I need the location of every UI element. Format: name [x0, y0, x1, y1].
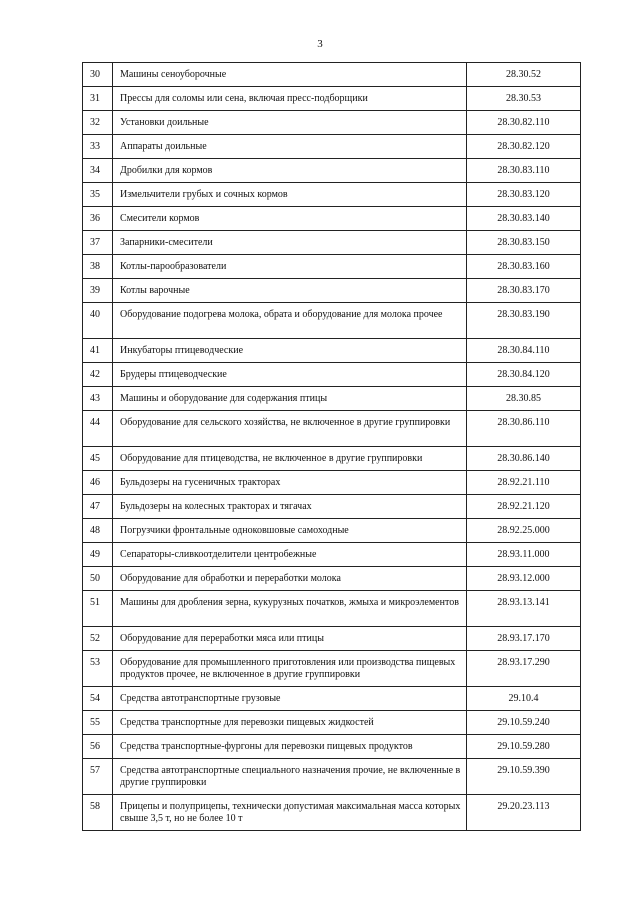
- okpd-code: 29.10.59.390: [467, 759, 581, 795]
- okpd-code: 28.92.21.110: [467, 471, 581, 495]
- table-row: [83, 471, 581, 495]
- table-row: [83, 591, 581, 627]
- equipment-name: Средства транспортные для перевозки пищевых жидкостей: [113, 711, 467, 735]
- equipment-name: Машины и оборудование для содержания птицы: [113, 387, 467, 411]
- okpd-code: 28.30.83.140: [467, 207, 581, 231]
- equipment-name: Дробилки для кормов: [113, 159, 467, 183]
- okpd-code: 28.30.86.140: [467, 447, 581, 471]
- row-number: 54: [83, 687, 113, 711]
- row-number: 44: [83, 411, 113, 447]
- row-number: 32: [83, 111, 113, 135]
- equipment-name: Аппараты доильные: [113, 135, 467, 159]
- page-number: 3: [317, 38, 323, 50]
- equipment-name: Средства транспортные-фургоны для перевозки пищевых продуктов: [113, 735, 467, 759]
- row-number: 55: [83, 711, 113, 735]
- equipment-code-table: [82, 62, 581, 831]
- table-row: [83, 183, 581, 207]
- okpd-code: 28.30.83.150: [467, 231, 581, 255]
- table-row: [83, 63, 581, 87]
- table-row: [83, 363, 581, 387]
- okpd-code: 28.30.83.190: [467, 303, 581, 339]
- okpd-code: 28.30.84.110: [467, 339, 581, 363]
- table-body: [83, 63, 581, 831]
- okpd-code: 28.30.83.170: [467, 279, 581, 303]
- equipment-name: Машины сеноуборочные: [113, 63, 467, 87]
- equipment-name: Смесители кормов: [113, 207, 467, 231]
- row-number: 58: [83, 795, 113, 831]
- okpd-code: 28.30.84.120: [467, 363, 581, 387]
- okpd-code: 28.93.12.000: [467, 567, 581, 591]
- row-number: 31: [83, 87, 113, 111]
- table-row: [83, 87, 581, 111]
- equipment-name: Оборудование для переработки мяса или птицы: [113, 627, 467, 651]
- okpd-code: 28.30.83.110: [467, 159, 581, 183]
- equipment-name: Сепараторы-сливкоотделители центробежные: [113, 543, 467, 567]
- table-row: [83, 159, 581, 183]
- okpd-code: 29.20.23.113: [467, 795, 581, 831]
- table-row: [83, 387, 581, 411]
- table-row: [83, 255, 581, 279]
- okpd-code: 28.30.82.110: [467, 111, 581, 135]
- table-row: [83, 279, 581, 303]
- row-number: 52: [83, 627, 113, 651]
- table-row: [83, 711, 581, 735]
- equipment-name: Установки доильные: [113, 111, 467, 135]
- equipment-name: Запарники-смесители: [113, 231, 467, 255]
- equipment-name: Средства автотранспортные специального назначения прочие, не включенные в другие группировки: [113, 759, 467, 795]
- row-number: 42: [83, 363, 113, 387]
- row-number: 34: [83, 159, 113, 183]
- okpd-code: 29.10.4: [467, 687, 581, 711]
- equipment-name: Брудеры птицеводческие: [113, 363, 467, 387]
- table-row: [83, 627, 581, 651]
- row-number: 39: [83, 279, 113, 303]
- table-row: [83, 519, 581, 543]
- equipment-name: Котлы варочные: [113, 279, 467, 303]
- equipment-name: Оборудование для промышленного приготовления или производства пищевых продуктов прочее, не включенное в другие группировки: [113, 651, 467, 687]
- row-number: 49: [83, 543, 113, 567]
- equipment-name: Котлы-парообразователи: [113, 255, 467, 279]
- row-number: 45: [83, 447, 113, 471]
- table-row: [83, 411, 581, 447]
- equipment-name: Средства автотранспортные грузовые: [113, 687, 467, 711]
- equipment-name: Оборудование для сельского хозяйства, не включенное в другие группировки: [113, 411, 467, 447]
- row-number: 53: [83, 651, 113, 687]
- table-row: [83, 135, 581, 159]
- okpd-code: 28.93.17.290: [467, 651, 581, 687]
- row-number: 47: [83, 495, 113, 519]
- row-number: 33: [83, 135, 113, 159]
- okpd-code: 28.93.13.141: [467, 591, 581, 627]
- okpd-code: 28.30.52: [467, 63, 581, 87]
- okpd-code: 28.92.25.000: [467, 519, 581, 543]
- equipment-name: Машины для дробления зерна, кукурузных початков, жмыха и микроэлементов: [113, 591, 467, 627]
- row-number: 30: [83, 63, 113, 87]
- row-number: 40: [83, 303, 113, 339]
- table-row: [83, 207, 581, 231]
- equipment-name: Оборудование подогрева молока, обрата и оборудование для молока прочее: [113, 303, 467, 339]
- table-row: [83, 795, 581, 831]
- table-row: [83, 231, 581, 255]
- okpd-code: 29.10.59.280: [467, 735, 581, 759]
- row-number: 56: [83, 735, 113, 759]
- okpd-code: 28.30.86.110: [467, 411, 581, 447]
- equipment-name: Прессы для соломы или сена, включая пресс-подборщики: [113, 87, 467, 111]
- row-number: 38: [83, 255, 113, 279]
- okpd-code: 28.92.21.120: [467, 495, 581, 519]
- row-number: 37: [83, 231, 113, 255]
- okpd-code: 29.10.59.240: [467, 711, 581, 735]
- row-number: 46: [83, 471, 113, 495]
- equipment-name: Инкубаторы птицеводческие: [113, 339, 467, 363]
- table-row: [83, 735, 581, 759]
- table-row: [83, 447, 581, 471]
- equipment-name: Оборудование для обработки и переработки молока: [113, 567, 467, 591]
- equipment-name: Прицепы и полуприцепы, технически допустимая максимальная масса которых свыше 3,5 т, но не более 10 т: [113, 795, 467, 831]
- table-row: [83, 543, 581, 567]
- row-number: 57: [83, 759, 113, 795]
- okpd-code: 28.93.17.170: [467, 627, 581, 651]
- equipment-name: Бульдозеры на колесных тракторах и тягачах: [113, 495, 467, 519]
- equipment-name: Оборудование для птицеводства, не включенное в другие группировки: [113, 447, 467, 471]
- row-number: 41: [83, 339, 113, 363]
- okpd-code: 28.93.11.000: [467, 543, 581, 567]
- okpd-code: 28.30.85: [467, 387, 581, 411]
- row-number: 51: [83, 591, 113, 627]
- okpd-code: 28.30.83.120: [467, 183, 581, 207]
- equipment-name: Бульдозеры на гусеничных тракторах: [113, 471, 467, 495]
- table-row: [83, 111, 581, 135]
- okpd-code: 28.30.83.160: [467, 255, 581, 279]
- okpd-code: 28.30.53: [467, 87, 581, 111]
- row-number: 50: [83, 567, 113, 591]
- row-number: 48: [83, 519, 113, 543]
- table-row: [83, 303, 581, 339]
- table-row: [83, 339, 581, 363]
- table-row: [83, 651, 581, 687]
- row-number: 36: [83, 207, 113, 231]
- table-row: [83, 567, 581, 591]
- table-row: [83, 495, 581, 519]
- row-number: 43: [83, 387, 113, 411]
- table-row: [83, 687, 581, 711]
- row-number: 35: [83, 183, 113, 207]
- equipment-name: Погрузчики фронтальные одноковшовые самоходные: [113, 519, 467, 543]
- table-row: [83, 759, 581, 795]
- okpd-code: 28.30.82.120: [467, 135, 581, 159]
- equipment-name: Измельчители грубых и сочных кормов: [113, 183, 467, 207]
